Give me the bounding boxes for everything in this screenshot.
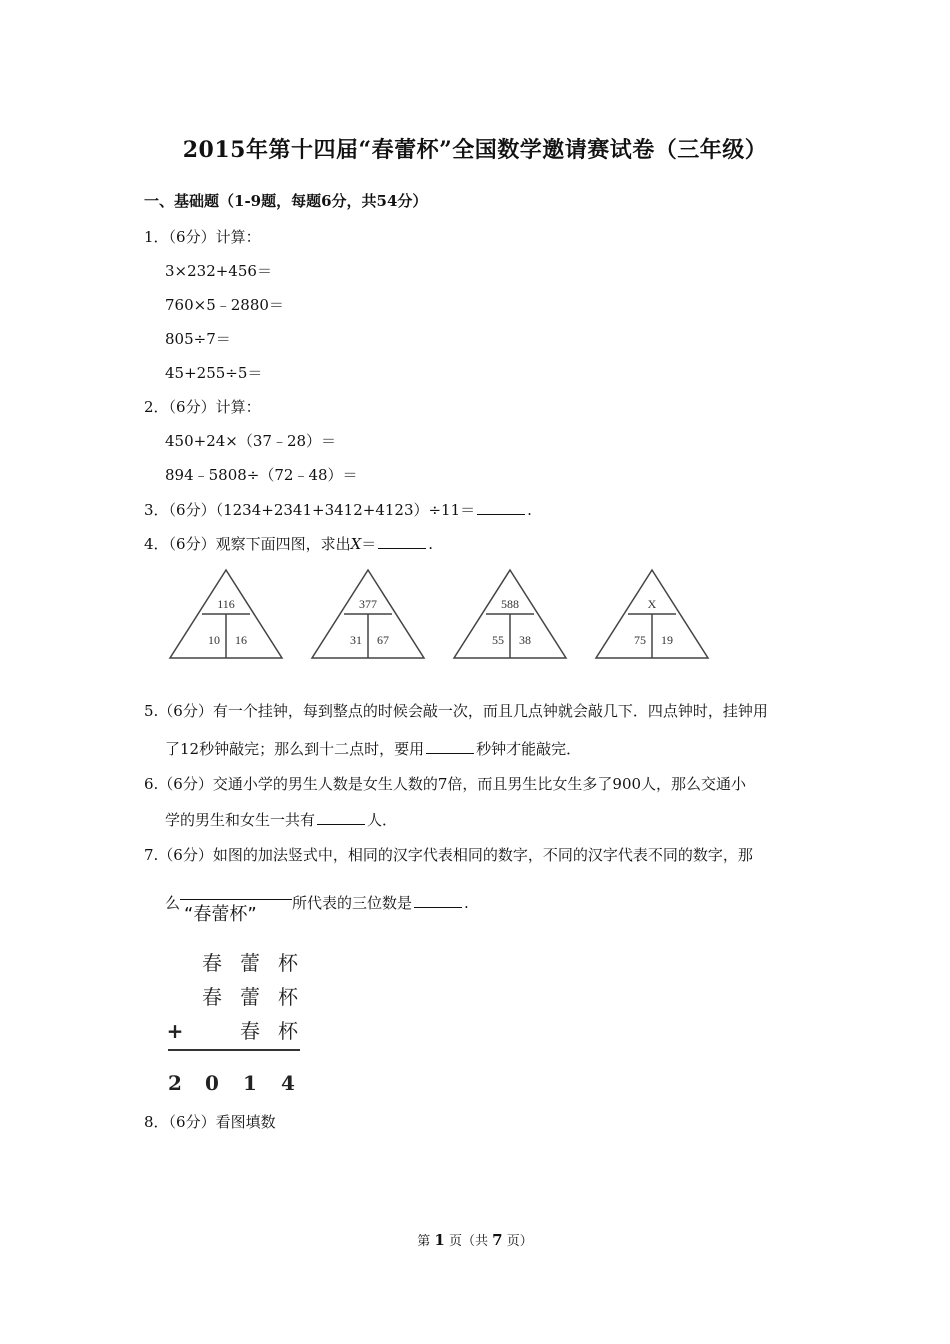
q4-equals: ＝	[361, 535, 377, 553]
q5-text-end: 秒钟才能敲完．	[476, 740, 582, 758]
q5-line1: 5.（6分）有一个挂钟，每到整点的时候会敲一次，而且几点钟就会敲几下．四点钟时，挂钟用	[144, 702, 768, 720]
q2-item: 894﹣5808÷（72﹣48）＝	[165, 466, 358, 484]
answer-blank	[317, 812, 365, 825]
q1-item: 760×5﹣2880＝	[165, 296, 284, 314]
triangle-left-value: 10	[208, 633, 220, 647]
q1-item: 45+255÷5＝	[165, 364, 263, 382]
q4-text: 4．（6分）观察下面四图，求出	[144, 535, 351, 553]
addition-char: 杯	[278, 951, 298, 975]
page-footer	[0, 1230, 950, 1249]
q7-text-end: .	[464, 894, 469, 912]
q4-end: .	[428, 535, 434, 553]
footer-mid: 页（共	[444, 1234, 493, 1249]
answer-blank	[477, 502, 525, 515]
addition-char: 杯	[278, 985, 298, 1009]
triangle-right-value: 16	[235, 633, 247, 647]
triangle-figure-4	[594, 568, 710, 660]
answer-blank	[378, 536, 426, 549]
q3-end: .	[527, 501, 532, 519]
triangle-figure-1	[168, 568, 284, 660]
q6-text-end: 人．	[367, 811, 398, 829]
footer-pre: 第	[417, 1234, 435, 1249]
q4-variable: X	[350, 535, 362, 553]
addition-char: 春	[240, 1019, 260, 1043]
triangle-left-value: 55	[492, 633, 504, 647]
q2-head: 2．（6分）计算：	[144, 398, 261, 416]
q3	[144, 499, 532, 520]
q5-line2	[165, 738, 581, 759]
q6-line2	[165, 809, 397, 830]
triangle-top-value: X	[647, 597, 657, 611]
q8: 8．（6分）看图填数	[144, 1113, 276, 1131]
addition-char: 春	[202, 985, 222, 1009]
footer-page-number: 1	[434, 1231, 445, 1249]
q1-item: 3×232+456＝	[165, 262, 272, 280]
q2-item: 450+24×（37﹣28）＝	[165, 432, 337, 450]
q7-text: 么	[165, 894, 181, 912]
q3-text: 3．（6分）（1234+2341+3412+4123）÷11＝	[144, 501, 476, 519]
triangle-right-value: 38	[519, 633, 531, 647]
addition-char: 蕾	[240, 985, 260, 1009]
addition-char: 春	[202, 951, 222, 975]
q1-head: 1．（6分）计算：	[144, 228, 261, 246]
triangle-figure-3	[452, 568, 568, 660]
answer-blank	[426, 741, 474, 754]
q4	[144, 533, 433, 554]
triangle-right-value: 19	[661, 633, 673, 647]
triangle-top-value: 116	[217, 597, 235, 611]
result-digit: 1	[243, 1071, 257, 1095]
result-digit: 2	[168, 1071, 182, 1095]
q6-text: 学的男生和女生一共有	[165, 811, 316, 829]
triangle-right-value: 67	[377, 633, 389, 647]
triangle-left-value: 31	[350, 633, 362, 647]
triangle-top-value: 588	[501, 597, 519, 611]
q6-line1: 6.（6分）交通小学的男生人数是女生人数的7倍，而且男生比女生多了900人，那么交通小	[144, 775, 747, 793]
footer-post: 页）	[502, 1234, 533, 1249]
section-heading: 一、基础题（1-9题，每题6分，共54分）	[144, 192, 428, 210]
result-digit: 0	[205, 1071, 219, 1095]
answer-blank	[414, 895, 462, 908]
footer-total-pages: 7	[492, 1231, 503, 1249]
q1-item: 805÷7＝	[165, 330, 231, 348]
addition-char: 杯	[278, 1019, 298, 1043]
triangle-top-value: 377	[359, 597, 377, 611]
addition-char: 蕾	[240, 951, 260, 975]
triangle-figure-2	[310, 568, 426, 660]
plus-sign: +	[166, 1019, 184, 1043]
addition-figure	[165, 940, 305, 1100]
q7-line1: 7.（6分）如图的加法竖式中，相同的汉字代表相同的数字，不同的汉字代表不同的数字，那	[144, 846, 753, 864]
q7-text-mid: 所代表的三位数是	[292, 894, 413, 912]
result-digit: 4	[281, 1071, 295, 1095]
q7-quoted-phrase: “春蕾杯”	[184, 904, 257, 925]
triangle-left-value: 75	[634, 633, 646, 647]
page-title: 2015年第十四届“春蕾杯”全国数学邀请赛试卷（三年级）	[182, 137, 768, 163]
q5-text: 了12秒钟敲完；那么到十二点时，要用	[165, 740, 425, 758]
